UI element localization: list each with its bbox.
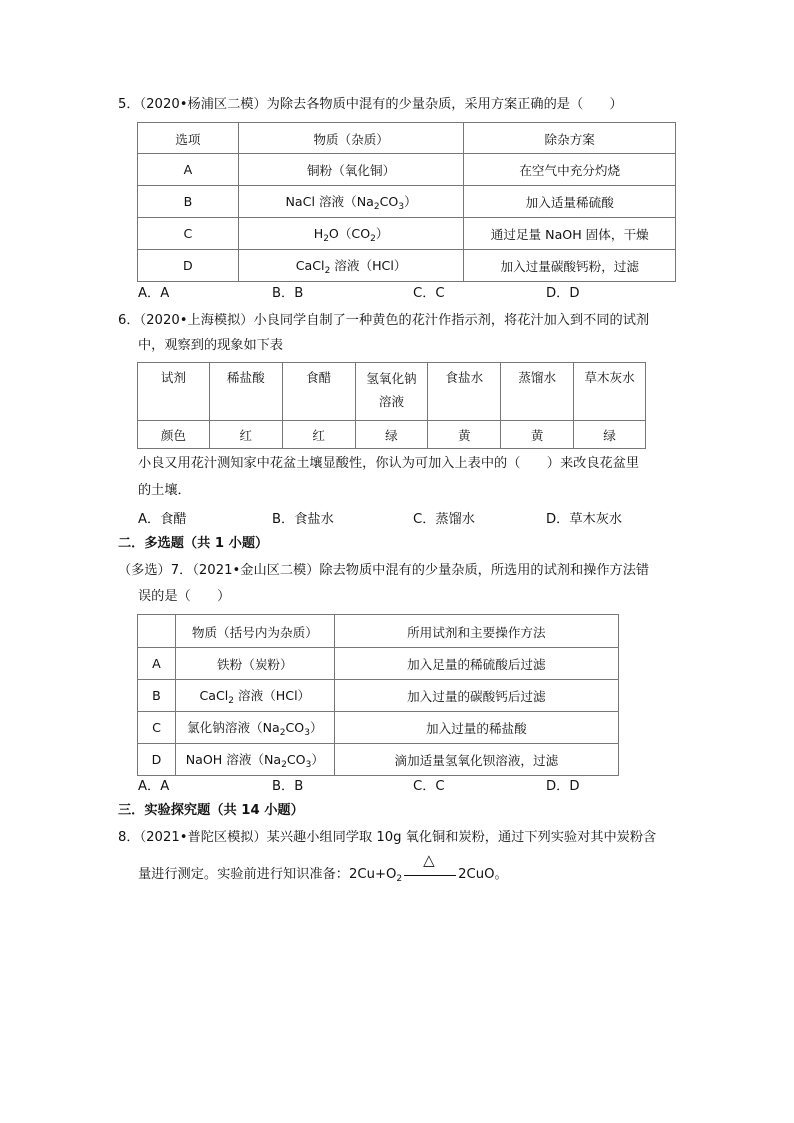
q8-stem-line1: 8．（2021•普陀区模拟）某兴趣小组同学取 10g 氧化铜和炭粉，通过下列实验对其中炭粉含 [118,830,657,845]
option-cell: C [138,712,176,744]
q6-table [137,362,646,449]
reaction-condition [402,851,458,878]
row-label: 试剂 [138,363,210,421]
option-cell: C [138,218,239,250]
option-b: B．B [272,286,304,301]
option-a: A．A [138,286,170,301]
option-cell: A [138,154,239,186]
option-c: C．C [413,286,445,301]
reagent-cell: 稀盐酸 [209,363,282,421]
table-row [138,218,676,250]
table-row [138,680,619,712]
table-row [138,712,619,744]
table-header-row [138,615,619,648]
reagent-cell: 食盐水 [428,363,501,421]
q7-table [137,614,619,776]
q5-options [138,282,678,302]
substance-cell: CaCl$_2$ 溶液（HCl） [175,680,334,712]
row-label: 颜色 [138,421,210,449]
option-b: B．食盐水 [272,512,334,527]
color-cell: 绿 [355,421,428,449]
substance-cell: CaCl$_2$ 溶液（HCl） [238,250,464,282]
color-cell: 黄 [501,421,574,449]
reagent-cell: 蒸馏水 [501,363,574,421]
reagent-cell: 氢氧化钠 溶液 [355,363,428,421]
section-heading-2: 二．多选题（共 1 小题） [118,536,269,551]
table-header [138,615,176,648]
table-row [138,186,676,218]
table-row [138,648,619,680]
color-cell: 红 [209,421,282,449]
reagent-cell: 草木灰水 [574,363,646,421]
option-d: D．D [546,779,580,794]
option-cell: B [138,680,176,712]
substance-cell: $H_2O(CO_2)$ [238,218,464,250]
plan-cell: 加入过量的稀盐酸 [334,712,618,744]
plan-cell: 加入适量稀硫酸 [464,186,676,218]
substance-cell: NaOH 溶液$(Na_2CO_3)$ [175,744,334,776]
plan-cell: 加入过量碳酸钙粉，过滤 [464,250,676,282]
heat-triangle-icon: △ [423,851,435,869]
color-row [138,421,646,449]
option-d: D．草木灰水 [546,512,623,527]
table-row [138,250,676,282]
option-a: A．A [138,779,170,794]
option-c: C．蒸馏水 [413,512,475,527]
reagent-row [138,363,646,421]
q7-stem-line2: 误的是（ ） [138,589,231,604]
option-b: B．B [272,779,304,794]
color-cell: 绿 [574,421,646,449]
option-cell: B [138,186,239,218]
q7-stem-line1: （多选）7．（2021•金山区二模）除去物质中混有的少量杂质，所选用的试剂和操作方法错 [118,563,650,578]
q7-options [138,775,678,795]
table-header: 选项 [138,123,239,154]
table-header: 除杂方案 [464,123,676,154]
plan-cell: 在空气中充分灼烧 [464,154,676,186]
q6-options [138,508,678,528]
table-header: 所用试剂和主要操作方法 [334,615,618,648]
plan-cell: 加入过量的碳酸钙后过滤 [334,680,618,712]
q5-stem: 5．（2020•杨浦区二模）为除去各物质中混有的少量杂质，采用方案正确的是（ ） [118,97,623,112]
equals-line [404,875,456,876]
table-row [138,154,676,186]
option-cell: A [138,648,176,680]
option-cell: D [138,250,239,282]
option-c: C．C [413,779,445,794]
option-d: D．D [546,286,580,301]
plan-cell: 加入足量的稀硫酸后过滤 [334,648,618,680]
q8-stem-line2: 量进行测定。实验前进行知识准备：$2Cu+O_2$ △ 2CuO。 [138,851,508,884]
plan-cell: 通过足量 NaOH 固体，干燥 [464,218,676,250]
plan-cell: 滴加适量氢氧化钡溶液，过滤 [334,744,618,776]
color-cell: 红 [282,421,355,449]
q6-stem-line1: 6．（2020•上海模拟）小良同学自制了一种黄色的花汁作指示剂，将花汁加入到不同的试剂 [118,313,650,328]
table-header: 物质（杂质） [238,123,464,154]
q6-follow-line1: 小良又用花汁测知家中花盆土壤显酸性，你认为可加入上表中的（ ）来改良花盆里 [138,456,640,471]
reagent-cell: 食醋 [282,363,355,421]
table-row [138,744,619,776]
table-header: 物质（括号内为杂质） [175,615,334,648]
q5-table [137,122,676,282]
color-cell: 黄 [428,421,501,449]
section-heading-3: 三．实验探究题（共 14 小题） [118,803,304,818]
q6-stem-line2: 中，观察到的现象如下表 [138,338,284,353]
option-a: A．食醋 [138,512,187,527]
substance-cell: 铜粉（氧化铜） [238,154,464,186]
substance-cell: 铁粉（炭粉） [175,648,334,680]
table-header-row [138,123,676,154]
option-cell: D [138,744,176,776]
q6-follow-line2: 的土壤． [138,483,191,498]
substance-cell: 氯化钠溶液$(Na_2CO_3)$ [175,712,334,744]
substance-cell: NaCl 溶液$(Na_2CO_3)$ [238,186,464,218]
